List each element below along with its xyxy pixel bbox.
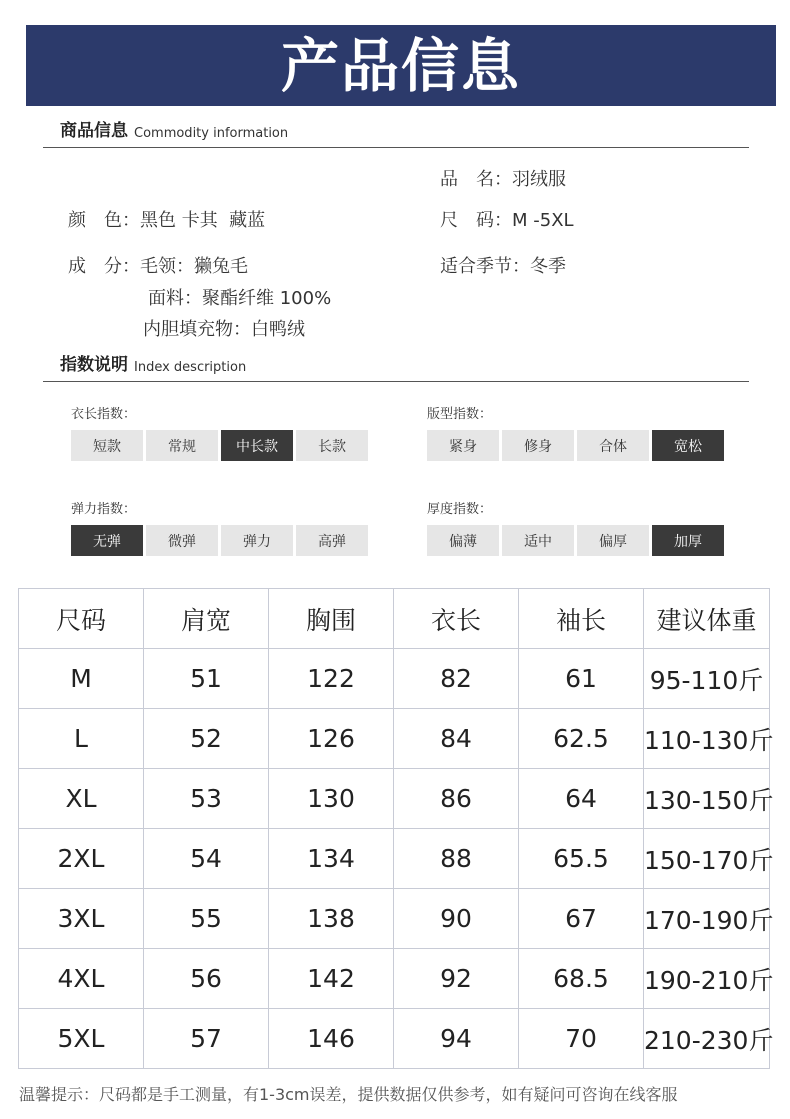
product-name-value: 羽绒服 [512, 169, 566, 190]
composition-line-2: 面料：聚酯纤维 100% [148, 288, 332, 309]
header-cell: 肩宽 [144, 589, 269, 649]
color-field [68, 206, 265, 232]
index-option: 合体 [577, 430, 649, 461]
table-cell: 110-130斤 [644, 709, 770, 769]
index-option-selected: 加厚 [652, 525, 724, 556]
table-cell: 51 [144, 649, 269, 709]
table-cell: 94 [394, 1009, 519, 1069]
season-label: 适合季节： [440, 256, 530, 277]
table-cell: L [19, 709, 144, 769]
index-option: 修身 [502, 430, 574, 461]
table-cell: 86 [394, 769, 519, 829]
elasticity-index [71, 501, 371, 556]
table-cell: 90 [394, 889, 519, 949]
table-row [19, 829, 770, 889]
size-range-value: M -5XL [512, 210, 574, 231]
table-cell: 57 [144, 1009, 269, 1069]
table-cell: 170-190斤 [644, 889, 770, 949]
header-cell: 胸围 [269, 589, 394, 649]
table-cell: 62.5 [519, 709, 644, 769]
table-cell: 190-210斤 [644, 949, 770, 1009]
index-option: 适中 [502, 525, 574, 556]
size-table [18, 588, 774, 1069]
table-cell: 67 [519, 889, 644, 949]
table-row [19, 769, 770, 829]
commodity-section-heading [43, 112, 749, 148]
footer-note: 温馨提示：尺码都是手工测量，有1-3cm误差，提供数据仅供参考，如有疑问可咨询在线客服 [19, 1085, 678, 1104]
table-cell: 122 [269, 649, 394, 709]
table-cell: 95-110斤 [644, 649, 770, 709]
thickness-index-label: 厚度指数： [427, 502, 493, 517]
elasticity-index-label: 弹力指数： [71, 502, 137, 517]
index-option: 微弹 [146, 525, 218, 556]
table-cell: 146 [269, 1009, 394, 1069]
index-option-selected: 无弹 [71, 525, 143, 556]
elasticity-index-bar [71, 525, 371, 556]
table-cell: 70 [519, 1009, 644, 1069]
table-cell: 55 [144, 889, 269, 949]
table-cell: 82 [394, 649, 519, 709]
header-cell: 袖长 [519, 589, 644, 649]
table-cell: 52 [144, 709, 269, 769]
composition-line-1: 毛领：獭兔毛 [140, 256, 248, 277]
length-index-label: 衣长指数： [71, 407, 137, 422]
length-index-bar [71, 430, 371, 461]
index-option-selected: 中长款 [221, 430, 293, 461]
commodity-heading-zh: 商品信息 [60, 121, 128, 141]
table-cell: 2XL [19, 829, 144, 889]
table-cell: 61 [519, 649, 644, 709]
index-option: 偏薄 [427, 525, 499, 556]
table-cell: 53 [144, 769, 269, 829]
table-cell: 142 [269, 949, 394, 1009]
table-cell: 150-170斤 [644, 829, 770, 889]
color-value: 黑色 卡其 藏蓝 [140, 210, 266, 231]
table-cell: XL [19, 769, 144, 829]
commodity-heading-en: Commodity information [134, 126, 289, 141]
table-row [19, 1009, 770, 1069]
index-option: 高弹 [296, 525, 368, 556]
table-row [19, 709, 770, 769]
table-cell: 134 [269, 829, 394, 889]
thickness-index-bar [427, 525, 727, 556]
table-row [19, 889, 770, 949]
season-field [440, 252, 566, 278]
thickness-index [427, 501, 727, 556]
banner-title: 产品信息 [280, 31, 521, 100]
index-heading-en: Index description [134, 360, 247, 375]
header-cell: 衣长 [394, 589, 519, 649]
index-option: 长款 [296, 430, 368, 461]
table-cell: 54 [144, 829, 269, 889]
index-option: 偏厚 [577, 525, 649, 556]
table-cell: 126 [269, 709, 394, 769]
composition-line-3: 内胆填充物：白鸭绒 [143, 319, 305, 340]
product-name-label: 品 名： [440, 169, 512, 190]
table-cell: 138 [269, 889, 394, 949]
header-cell: 尺码 [19, 589, 144, 649]
table-row [19, 649, 770, 709]
length-index [71, 406, 371, 461]
table-cell: 130-150斤 [644, 769, 770, 829]
table-cell: 65.5 [519, 829, 644, 889]
fit-index-label: 版型指数： [427, 407, 493, 422]
table-cell: 64 [519, 769, 644, 829]
index-option: 常规 [146, 430, 218, 461]
index-option: 紧身 [427, 430, 499, 461]
index-section-heading [43, 346, 749, 382]
table-cell: 130 [269, 769, 394, 829]
size-range-label: 尺 码： [440, 210, 512, 231]
composition-field [68, 252, 248, 278]
index-option: 短款 [71, 430, 143, 461]
fit-index [427, 406, 727, 461]
table-cell: 4XL [19, 949, 144, 1009]
index-option: 弹力 [221, 525, 293, 556]
season-value: 冬季 [530, 256, 566, 277]
header-cell: 建议体重 [644, 589, 770, 649]
index-heading-zh: 指数说明 [60, 355, 128, 375]
table-cell: 3XL [19, 889, 144, 949]
table-row [19, 949, 770, 1009]
title-banner [26, 25, 776, 106]
table-cell: 56 [144, 949, 269, 1009]
table-cell: 88 [394, 829, 519, 889]
product-name-field [440, 165, 566, 191]
table-cell: 84 [394, 709, 519, 769]
table-cell: 210-230斤 [644, 1009, 770, 1069]
table-cell: 92 [394, 949, 519, 1009]
color-label: 颜 色： [68, 210, 140, 231]
table-cell: 68.5 [519, 949, 644, 1009]
size-table-header [19, 589, 770, 649]
index-option-selected: 宽松 [652, 430, 724, 461]
table-cell: M [19, 649, 144, 709]
table-cell: 5XL [19, 1009, 144, 1069]
fit-index-bar [427, 430, 727, 461]
size-range-field [440, 206, 574, 232]
composition-label: 成 分： [68, 256, 140, 277]
